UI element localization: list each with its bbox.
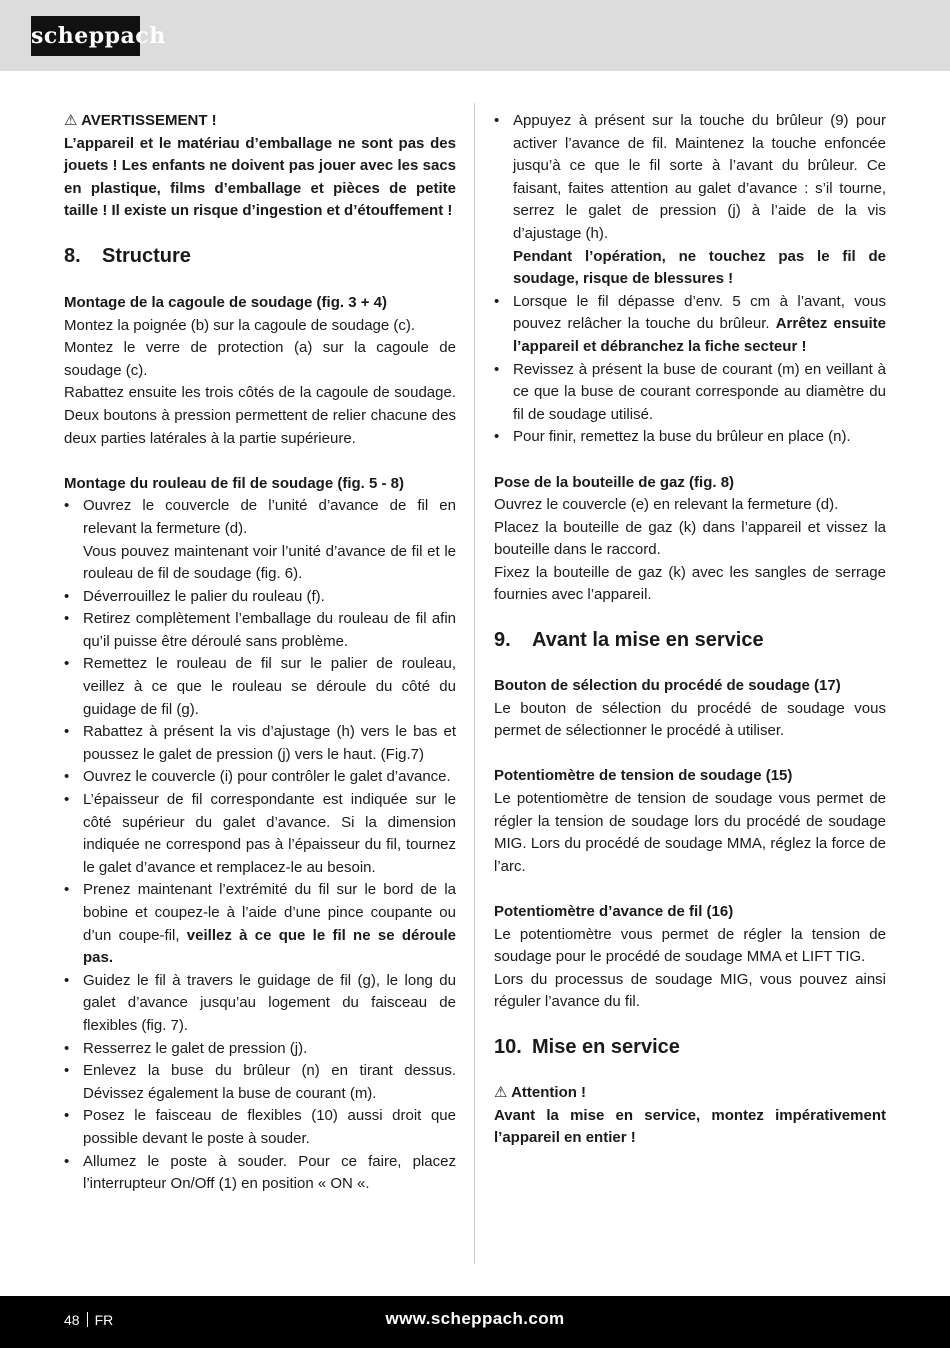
attention-text: Avant la mise en service, montez impérativement l’appareil en entier !: [494, 1106, 886, 1147]
wire-feed-heading: Potentiomètre d’avance de fil (16): [494, 903, 734, 920]
language-code: FR: [94, 1312, 114, 1328]
gas-paragraph: Placez la bouteille de gaz (k) dans l’appareil et vissez la bouteille dans le raccord.: [494, 518, 886, 559]
list-item: • Prenez maintenant l’extrémité du fil sur le bord de la bobine et coupez-le à l’aide d’une pince coupante ou d’un coupe-fil, veillez à ce que le fil ne se déroule pas.: [64, 879, 456, 969]
hood-paragraph: Montez le verre de protection (a) sur la cagoule de soudage (c).: [64, 339, 456, 379]
warning-text: L’appareil et le matériau d’emballage ne sont pas des jouets ! Les enfants ne doivent pas jouer avec les sacs en plastique, films d’emballage et pièces de petite taille ! Il existe un risque d’ingestion et d’étouffement !: [64, 134, 456, 220]
section-9-heading: 9. Avant la mise en service: [494, 629, 764, 652]
list-item: • Ouvrez le couvercle de l’unité d’avance de fil en relevant la fermeture (d). Vous pouvez maintenant voir l’unité d’avance de fil et le rouleau de fil de soudage (fig. 6).: [64, 495, 456, 585]
column-divider: [474, 103, 475, 1264]
gas-heading: Pose de la bouteille de gaz (fig. 8): [494, 473, 735, 491]
attention-heading: ⚠ Attention !: [494, 1083, 587, 1101]
list-item: • Lorsque le fil dépasse d’env. 5 cm à l’avant, vous pouvez relâcher la touche du brûleur. Arrêtez ensuite l’appareil et débranchez la fiche secteur !: [494, 291, 886, 359]
list-item: • Guidez le fil à travers le guidage de fil (g), le long du galet d’avance jusqu’au logement du faisceau de flexibles (fig. 7).: [64, 970, 456, 1038]
list-item: • Retirez complètement l’emballage du rouleau de fil afin qu’il puisse être déroulé sans problème.: [64, 608, 456, 653]
torch-steps-list: [494, 110, 886, 449]
list-item: • Enlevez la buse du brûleur (n) en tirant dessus. Dévissez également la buse de courant (m).: [64, 1060, 456, 1105]
voltage-pot-paragraph: Le potentiomètre de tension de soudage vous permet de régler la tension de soudage lors du procédé de soudage MIG. Lors du procédé de soudage MMA, réglez la force de l’arc.: [494, 790, 886, 875]
list-item: • Ouvrez le couvercle (i) pour contrôler le galet d’avance.: [64, 766, 456, 789]
left-column: [64, 110, 456, 1196]
list-item: • L’épaisseur de fil correspondante est indiquée sur le côté supérieur du galet d’avance. Si la dimension indiquée ne correspond pas à l’épaisseur du fil, tournez le galet d’avance et remplacez-le au besoin.: [64, 789, 456, 879]
selector-heading: Bouton de sélection du procédé de soudage (17): [494, 677, 841, 695]
page-number: 48 FR: [64, 1312, 114, 1328]
warning-triangle-icon: ⚠: [64, 112, 78, 129]
hood-heading: Montage de la cagoule de soudage (fig. 3 + 4): [64, 293, 387, 311]
warning-heading: ⚠ AVERTISSEMENT !: [64, 112, 217, 129]
list-item: • Appuyez à présent sur la touche du brûleur (9) pour activer l’avance de fil. Maintenez la touche enfoncée jusqu’à ce que le fil sorte à l’avant du brûleur. Ce faisant, faites attention au galet d’avance : s’il tourne, serrez le galet de pression (j) à l’aide de la vis d’ajustage (h). Pendant l’opération, ne touchez pas le fil de soudage, risque de blessures !: [494, 110, 886, 291]
wire-feed-paragraph: Lors du processus de soudage MIG, vous pouvez ainsi réguler l’avance du fil.: [494, 970, 886, 1011]
warning-triangle-icon: ⚠: [494, 1083, 508, 1101]
section-10-heading: 10. Mise en service: [494, 1035, 680, 1058]
voltage-pot-heading: Potentiomètre de tension de soudage (15): [494, 767, 793, 785]
page-header: [0, 0, 950, 71]
hood-paragraph: Montez la poignée (b) sur la cagoule de soudage (c).: [64, 316, 416, 334]
website-url: www.scheppach.com: [385, 1309, 565, 1328]
gas-paragraph: Fixez la bouteille de gaz (k) avec les sangles de serrage fournies avec l’appareil.: [494, 563, 886, 604]
list-item: • Pour finir, remettez la buse du brûleur en place (n).: [494, 426, 886, 449]
selector-paragraph: Le bouton de sélection du procédé de soudage vous permet de sélectionner le procédé à utiliser.: [494, 699, 886, 740]
brand-logo: scheppach: [31, 16, 140, 56]
list-item: • Remettez le rouleau de fil sur le palier de rouleau, veillez à ce que le rouleau se déroule du côté du guidage de fil (g).: [64, 653, 456, 721]
list-item: • Revissez à présent la buse de courant (m) en veillant à ce que la buse de courant corresponde au diamètre du fil de soudage utilisé.: [494, 359, 886, 427]
spool-heading: Montage du rouleau de fil de soudage (fig. 5 - 8): [64, 474, 405, 492]
page-footer: [0, 1296, 950, 1348]
list-item: • Allumez le poste à souder. Pour ce faire, placez l’interrupteur On/Off (1) en position « ON «.: [64, 1151, 456, 1196]
section-8-heading: 8. Structure: [64, 244, 191, 267]
hood-paragraph: Rabattez ensuite les trois côtés de la cagoule de soudage. Deux boutons à pression permettent de relier chacune des deux parties latérales à la partie supérieure.: [64, 384, 456, 447]
list-item: • Rabattez à présent la vis d’ajustage (h) vers le bas et poussez le galet de pression (j) vers le haut. (Fig.7): [64, 721, 456, 766]
list-item: • Déverrouillez le palier du rouleau (f).: [64, 586, 456, 609]
list-item: • Posez le faisceau de flexibles (10) aussi droit que possible devant le poste à souder.: [64, 1105, 456, 1150]
wire-feed-paragraph: Le potentiomètre vous permet de régler la tension de soudage pour le procédé de soudage MMA et LIFT TIG.: [494, 925, 886, 966]
gas-paragraph: Ouvrez le couvercle (e) en relevant la fermeture (d).: [494, 496, 839, 514]
right-column: [494, 110, 886, 1150]
list-item: • Resserrez le galet de pression (j).: [64, 1038, 456, 1061]
spool-steps-list: [64, 495, 456, 1195]
